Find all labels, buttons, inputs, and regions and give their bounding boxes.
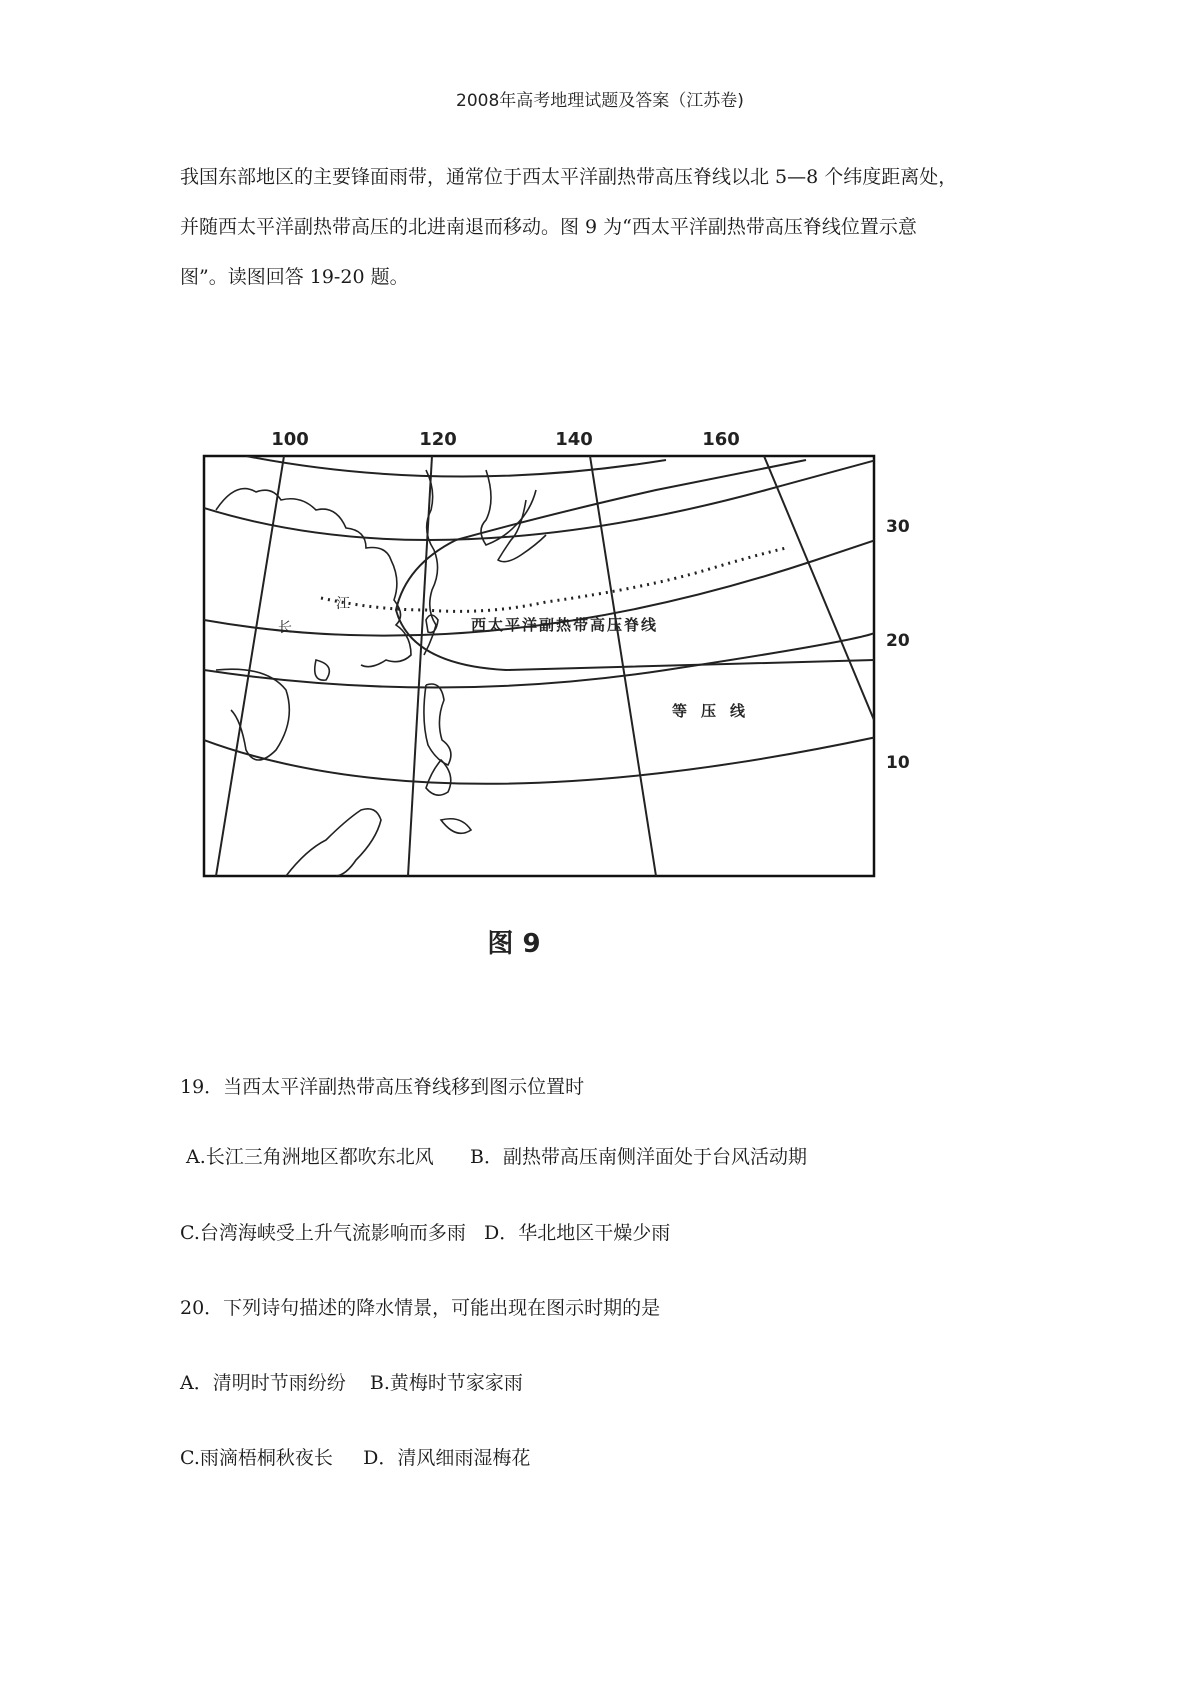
coastline [424,684,451,765]
question-20-options: C.雨滴梧桐秋夜长 D．清风细雨湿梅花 [180,1447,531,1469]
coastline [286,809,381,876]
longitude-label: 140 [555,429,593,450]
isobar-label: 等压线 [672,702,760,720]
latitude-line [204,735,886,784]
longitude-label: 100 [271,429,309,450]
latitude-line [246,456,666,477]
region-label: 江 [336,596,350,612]
page-title: 2008年高考地理试题及答案（江苏卷) [456,91,744,111]
question-20-options: A．清明时节雨纷纷 B.黄梅时节家家雨 [180,1372,523,1394]
latitude-label: 30 [886,517,910,537]
coastline [216,669,289,760]
latitude-label: 10 [886,753,910,773]
coastline [481,470,536,545]
subtropical-high-map [186,420,910,960]
coastline [441,819,471,834]
region-label: 长 [278,620,292,636]
coastline [216,489,411,667]
question-19-options: C.台湾海峡受上升气流影响而多雨 D．华北地区干燥少雨 [180,1222,671,1244]
figure-9 [186,420,910,960]
coastline [498,500,546,562]
latitude-line [204,436,968,540]
coastline [315,660,330,680]
ridge-line-label: 西太平洋副热带高压脊线 [471,616,659,634]
figure-caption: 图 9 [487,929,541,959]
intro-paragraph [180,152,1040,302]
meridian-line [216,456,284,876]
intro-line: 图”。读图回答 19-20 题。 [180,266,409,288]
latitude-label: 20 [886,631,910,651]
intro-line: 并随西太平洋副热带高压的北进南退而移动。图 9 为“西太平洋副热带高压脊线位置示意 [180,216,917,238]
longitude-label: 120 [419,429,457,450]
latitude-line [204,630,878,688]
intro-line: 我国东部地区的主要锋面雨带，通常位于西太平洋副热带高压脊线以北 5—8 个纬度距离处， [180,166,958,188]
meridian-line [764,456,874,720]
longitude-label: 160 [702,429,740,450]
question-19-stem: 19．当西太平洋副热带高压脊线移到图示位置时 [180,1076,585,1098]
latitude-line [204,496,1001,635]
question-19-options: A.长江三角洲地区都吹东北风 B．副热带高压南侧洋面处于台风活动期 [180,1146,808,1168]
question-20-stem: 20．下列诗句描述的降水情景，可能出现在图示时期的是 [180,1297,661,1319]
